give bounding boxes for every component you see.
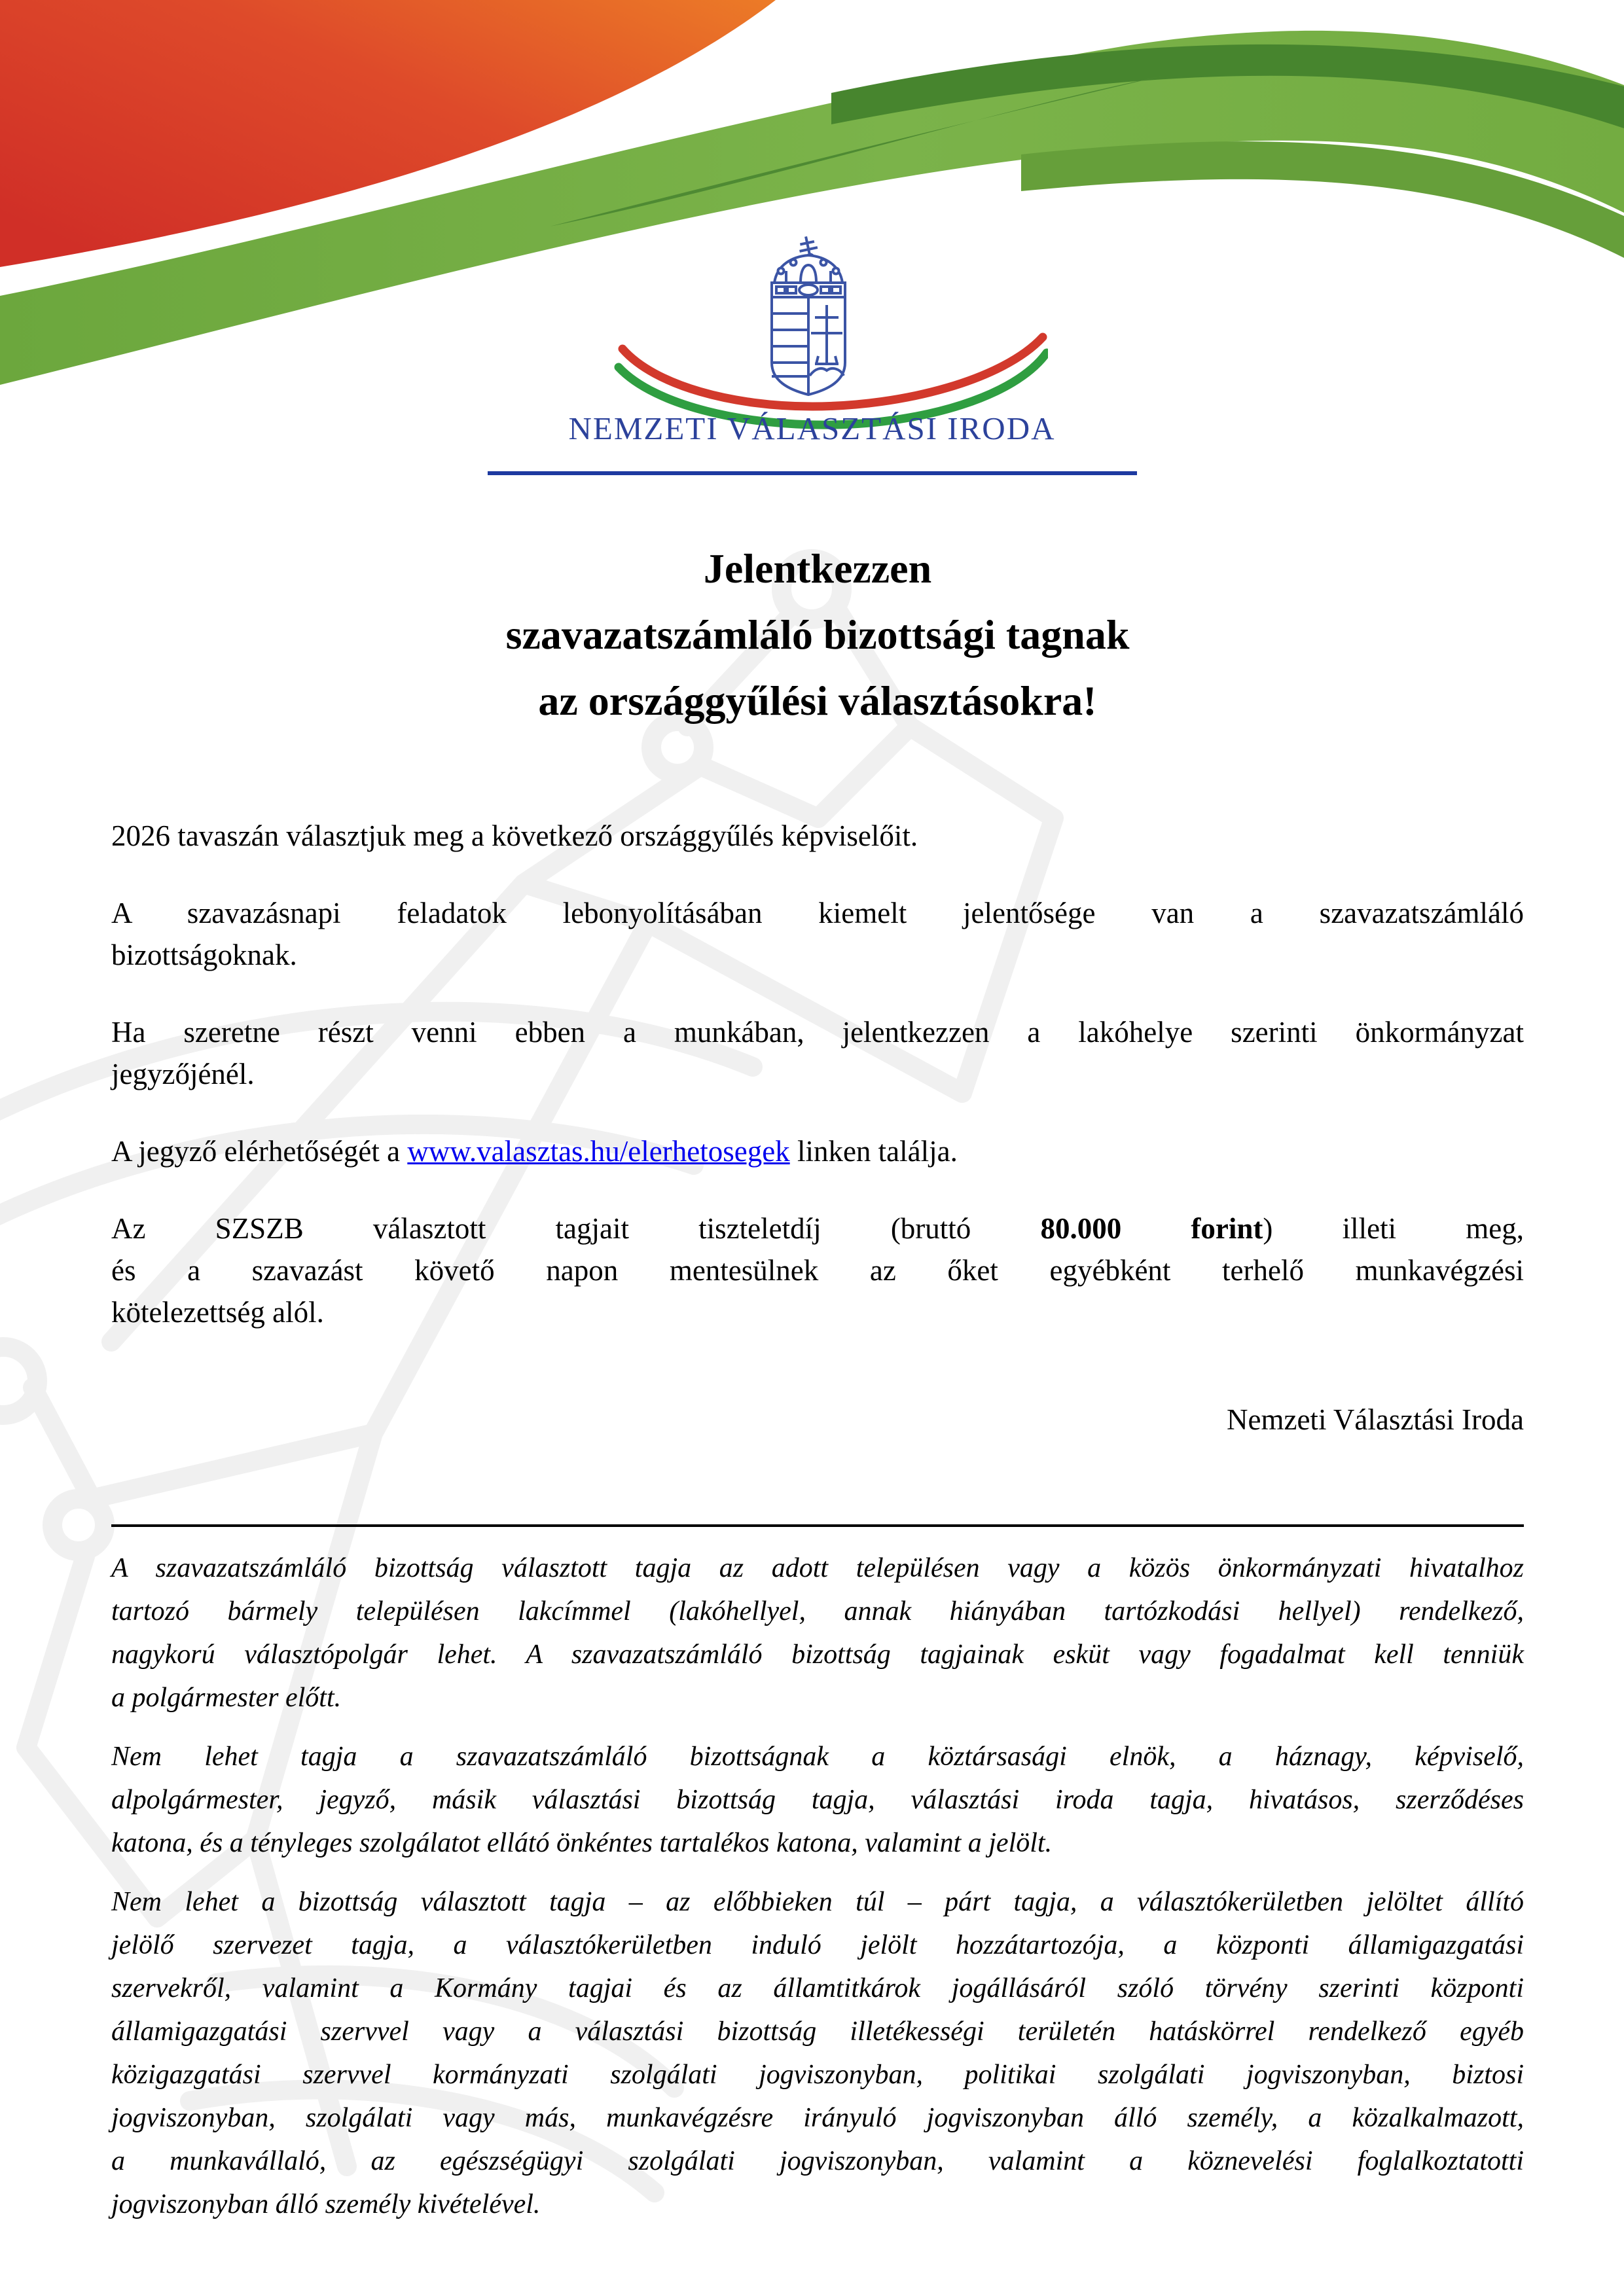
honorarium-text-after: ) illeti meg, bbox=[1263, 1212, 1524, 1245]
org-name: NEMZETI VÁLASZTÁSI IRODA bbox=[568, 410, 1056, 446]
title-line-2: szavazatszámláló bizottsági tagnak bbox=[505, 611, 1130, 658]
footnote-eligibility: A szavazatszámláló bizottság választott tagja az adott településen vagy a közös önkormányzati hivatalhoz tartozó bármely településen lakcímmel (lakóhellyel, annak hiányában tartózkodási hellyel) rendelkező, nagykorú választópolgár lehet. A szavazatszámláló bizottság tagjainak esküt vagy fogadalmat kell tenniük a polgármester előtt. bbox=[111, 1553, 1524, 1713]
link-lead-text: A jegyző elérhetőségét a bbox=[111, 1135, 408, 1168]
link-trail-text: linken találja. bbox=[789, 1135, 958, 1168]
footnote-exclusions-1: Nem lehet tagja a szavazatszámláló bizottságnak a köztársasági elnök, a háznagy, képviselő, alpolgármester, jegyző, másik választási bizottság tagja, választási iroda tagja, hivatásos, szerződéses katona, és a tényleges szolgálatot ellátó önkéntes tartalékos katona, valamint a jelölt. bbox=[111, 1742, 1524, 1858]
title-line-1: Jelentkezzen bbox=[703, 545, 932, 592]
document-content bbox=[111, 517, 1524, 2226]
footnote-exclusions-2: Nem lehet a bizottság választott tagja – az előbbieken túl – párt tagja, a választókerületben jelöltet állító jelölő szervezet tagja, a választókerületben induló jelölt hozzátartozója, a központi államigazgatási szervekről, valamint a Kormány tagjai és az államtitkárok jogállásáról szóló törvény szerinti központi államigazgatási szervvel vagy a választási bizottság illetékességi területén hatáskörrel rendelkező egyéb közigazgatási szervvel kormányzati szolgálati jogviszonyban, politikai szolgálati jogviszonyban, biztosi jogviszonyban, szolgálati vagy más, munkavégzésre irányuló jogviszonyban álló személy, a közalkalmazott, a munkavállaló, az egészségügyi szolgálati jogviszonyban, valamint a köznevelési foglalkoztatotti jogviszonyban álló személy kivételével. bbox=[111, 1887, 1524, 2219]
title-line-3: az országgyűlési választásokra! bbox=[538, 677, 1097, 724]
paragraph-contact-link bbox=[111, 1130, 1524, 1172]
signature-org: Nemzeti Választási Iroda bbox=[1227, 1403, 1524, 1436]
page-title bbox=[111, 535, 1524, 734]
paragraph-how-to-apply: Ha szeretne részt venni ebben a munkában, jelentkezzen a lakóhelye szerinti önkormányzat jegyzőjénél. bbox=[111, 1016, 1524, 1090]
org-name-underline bbox=[488, 471, 1137, 475]
paragraph-election-date: 2026 tavaszán választjuk meg a következő országgyűlés képviselőit. bbox=[111, 819, 918, 852]
paragraph-committee-importance: A szavazásnapi feladatok lebonyolításában kiemelt jelentősége van a szavazatszámláló bizottságoknak. bbox=[111, 897, 1524, 971]
valasztas-hu-link[interactable]: www.valasztas.hu/elerhetosegek bbox=[407, 1135, 790, 1168]
paragraph-honorarium: Az SZSZB választott tagjait tiszteletdíj (bruttó 80.000 forint) illeti meg, és a szavazást követő napon mentesülnek az őket egyébként terhelő munkavégzési kötelezettség alól. bbox=[111, 1212, 1524, 1329]
honorarium-amount: 80.000 forint bbox=[1040, 1212, 1263, 1245]
nvi-coat-of-arms-logo bbox=[577, 234, 1048, 437]
honorarium-text-before: Az SZSZB választott tagjait tiszteletdíj (bruttó bbox=[111, 1212, 1041, 1245]
footnote-separator-line bbox=[111, 1524, 1524, 1527]
